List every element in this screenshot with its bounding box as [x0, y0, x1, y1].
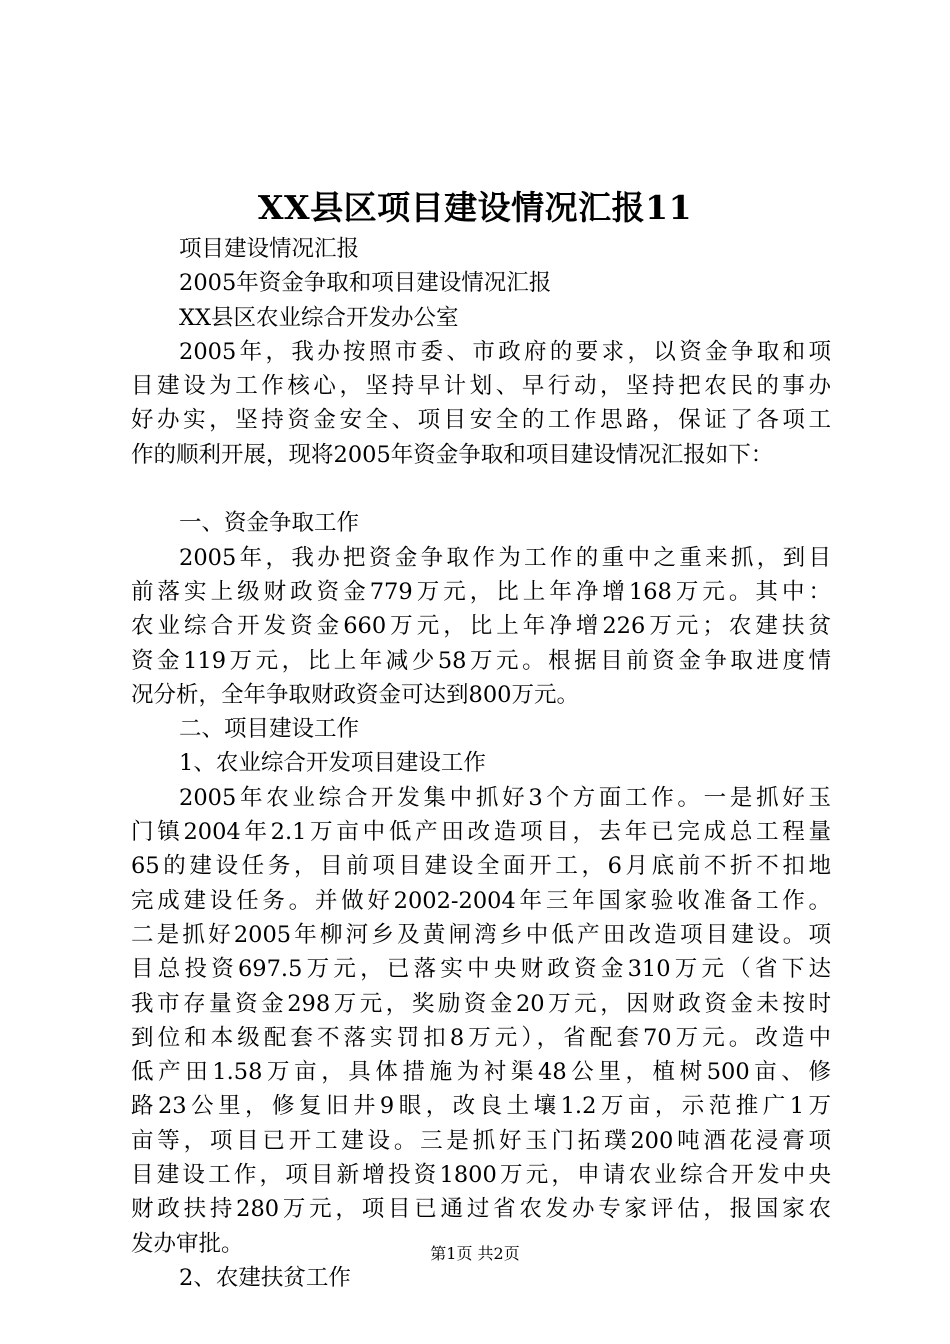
subsection-heading: 1、农业综合开发项目建设工作	[179, 750, 486, 777]
office-name-line: XX县区农业综合开发办公室	[179, 304, 459, 331]
paragraph-line: 农业综合开发资金660万元，比上年净增226万元；农建扶贫	[131, 613, 831, 640]
paragraph-line: 发办审批。	[131, 1230, 244, 1257]
paragraph-line: 目建设为工作核心，坚持早计划、早行动，坚持把农民的事办	[131, 373, 831, 400]
paragraph-line: 前落实上级财政资金779万元，比上年净增168万元。其中：	[131, 578, 831, 605]
subtitle-line: 2005年资金争取和项目建设情况汇报	[179, 270, 552, 297]
paragraph-line: 况分析，全年争取财政资金可达到800万元。	[131, 681, 579, 708]
paragraph-line: 65的建设任务，目前项目建设全面开工，6月底前不折不扣地	[131, 853, 831, 880]
subtitle-line: 项目建设情况汇报	[179, 236, 360, 262]
paragraph-line: 2005年，我办按照市委、市政府的要求，以资金争取和项	[179, 338, 831, 365]
paragraph-line: 亩等，项目已开工建设。三是抓好玉门拓璞200吨酒花浸膏项	[131, 1127, 831, 1154]
paragraph-line: 路23公里，修复旧井9眼，改良土壤1.2万亩，示范推广1万	[131, 1093, 831, 1120]
paragraph-line: 财政扶持280万元，项目已通过省农发办专家评估，报国家农	[131, 1196, 831, 1223]
paragraph-line: 到位和本级配套不落实罚扣8万元），省配套70万元。改造中	[131, 1024, 831, 1051]
paragraph-line: 资金119万元，比上年减少58万元。根据目前资金争取进度情	[131, 647, 831, 674]
page-number-footer: 第1页 共2页	[430, 1244, 520, 1263]
paragraph-line: 完成建设任务。并做好2002-2004年三年国家验收准备工作。	[131, 887, 831, 914]
section-heading: 二、项目建设工作	[179, 716, 360, 743]
paragraph-line: 门镇2004年2.1万亩中低产田改造项目，去年已完成总工程量	[131, 819, 831, 846]
subsection-heading: 2、农建扶贫工作	[179, 1264, 351, 1291]
document-body	[131, 232, 831, 1295]
paragraph-line: 我市存量资金298万元，奖励资金20万元，因财政资金未按时	[131, 990, 831, 1017]
paragraph-line: 目建设工作，项目新增投资1800万元，申请农业综合开发中央	[131, 1162, 831, 1189]
paragraph-line: 2005年，我办把资金争取作为工作的重中之重来抓，到目	[179, 544, 831, 571]
section-heading: 一、资金争取工作	[179, 510, 360, 537]
document-title: XX县区项目建设情况汇报11	[257, 188, 693, 227]
paragraph-line: 低产田1.58万亩，具体措施为衬渠48公里，植树500亩、修	[131, 1059, 831, 1086]
paragraph-line: 好办实，坚持资金安全、项目安全的工作思路，保证了各项工	[131, 407, 831, 434]
blank-line	[131, 472, 831, 506]
paragraph-line: 目总投资697.5万元，已落实中央财政资金310万元（省下达	[131, 956, 831, 983]
paragraph-line: 2005年农业综合开发集中抓好3个方面工作。一是抓好玉	[179, 784, 831, 811]
paragraph-line: 作的顺利开展，现将2005年资金争取和项目建设情况汇报如下：	[131, 441, 774, 468]
paragraph-line: 二是抓好2005年柳河乡及黄闸湾乡中低产田改造项目建设。项	[131, 921, 831, 948]
